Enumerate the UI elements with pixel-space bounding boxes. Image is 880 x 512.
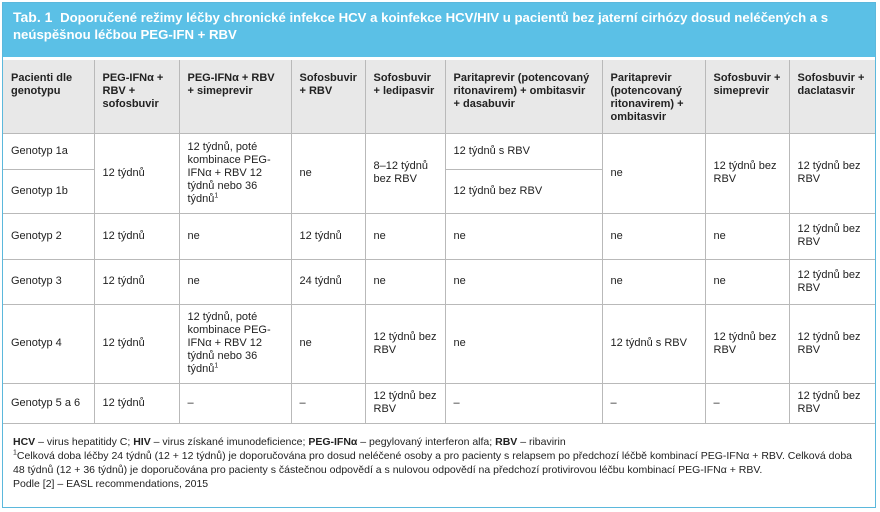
- footnote-mark: 1: [214, 191, 219, 199]
- abbr-term: HIV: [133, 436, 151, 448]
- table-row: [3, 259, 875, 304]
- cell-sofosbuvir-simeprevir: 12 týdnů bez RBV: [705, 133, 789, 213]
- table-row: [3, 213, 875, 259]
- cell-paritaprevir-dasabuvir: ne: [445, 259, 602, 304]
- cell-paritaprevir-dasabuvir: 12 týdnů s RBV: [445, 133, 602, 169]
- col-header-paritaprevir-ombitasvir: Paritaprevir (potencovaný ritonavirem) + ombitasvir: [602, 60, 705, 133]
- cell-sofosbuvir-simeprevir: –: [705, 383, 789, 423]
- cell-peg-sofosbuvir: 12 týdnů: [94, 383, 179, 423]
- abbr-term: RBV: [495, 436, 518, 448]
- cell-sofosbuvir-daclatasvir: 12 týdnů bez RBV: [789, 259, 875, 304]
- footnote-1: [13, 449, 863, 477]
- cell-sofosbuvir-ledipasvir: 12 týdnů bez RBV: [365, 383, 445, 423]
- cell-peg-sofosbuvir: 12 týdnů: [94, 133, 179, 213]
- cell-sofosbuvir-rbv: 12 týdnů: [291, 213, 365, 259]
- table-number: Tab. 1: [13, 9, 53, 25]
- cell-peg-sofosbuvir: 12 týdnů: [94, 259, 179, 304]
- cell-paritaprevir-dasabuvir: –: [445, 383, 602, 423]
- cell-sofosbuvir-ledipasvir: 12 týdnů bez RBV: [365, 304, 445, 383]
- table-title: [3, 3, 875, 57]
- cell-sofosbuvir-simeprevir: ne: [705, 259, 789, 304]
- cell-peg-simeprevir: ne: [179, 213, 291, 259]
- cell-sofosbuvir-simeprevir: 12 týdnů bez RBV: [705, 304, 789, 383]
- col-header-sofosbuvir-rbv: Sofosbuvir + RBV: [291, 60, 365, 133]
- footnote-mark: 1: [13, 449, 17, 457]
- col-header-sofosbuvir-daclatasvir: Sofosbuvir + daclatasvir: [789, 60, 875, 133]
- cell-paritaprevir-ombitasvir: ne: [602, 213, 705, 259]
- cell-sofosbuvir-rbv: ne: [291, 133, 365, 213]
- abbr-term: HCV: [13, 436, 36, 448]
- cell-paritaprevir-dasabuvir: 12 týdnů bez RBV: [445, 169, 602, 213]
- cell-sofosbuvir-rbv: ne: [291, 304, 365, 383]
- table-caption: Doporučené režimy léčby chronické infekce HCV a koinfekce HCV/HIV u pacientů bez jaterní cirhózy dosud neléčených a s neúspěšnou léčbou PEG-IFN + RBV: [13, 10, 829, 42]
- genotype-cell: Genotyp 2: [3, 213, 94, 259]
- cell-paritaprevir-ombitasvir: 12 týdnů s RBV: [602, 304, 705, 383]
- cell-sofosbuvir-daclatasvir: 12 týdnů bez RBV: [789, 304, 875, 383]
- genotype-cell: Genotyp 4: [3, 304, 94, 383]
- cell-text: 12 týdnů, poté kombinace PEG-IFNα + RBV 12 týdnů nebo 36 týdnů: [187, 311, 271, 375]
- col-header-peg-simeprevir: PEG-IFNα + RBV + simeprevir: [179, 60, 291, 133]
- cell-sofosbuvir-simeprevir: ne: [705, 213, 789, 259]
- cell-peg-simeprevir: –: [179, 383, 291, 423]
- cell-paritaprevir-dasabuvir: ne: [445, 213, 602, 259]
- cell-sofosbuvir-rbv: 24 týdnů: [291, 259, 365, 304]
- table-row: [3, 304, 875, 383]
- cell-peg-sofosbuvir: 12 týdnů: [94, 304, 179, 383]
- table-row: [3, 383, 875, 423]
- footnote-text: Celková doba léčby 24 týdnů (12 + 12 týdnů) je doporučována pro dosud neléčené osoby a pro pacienty s relapsem po předchozí léčbě kombinací PEG-IFNα + RBV. Celková doba 48 týdnů (12 + 36 týdnů) je doporučována pro pacienty s částečnou odpovědí a s nulovou odpovědí na předchozí protivirovou léčbu kombinací PEG-IFNα + RBV.: [13, 450, 853, 476]
- table-row: [3, 133, 875, 169]
- abbr-def: – virus získané imunodeficience;: [150, 436, 309, 448]
- header-row: [3, 60, 875, 133]
- col-header-sofosbuvir-ledipasvir: Sofosbuvir + ledipasvir: [365, 60, 445, 133]
- abbreviations: [13, 435, 863, 449]
- cell-sofosbuvir-ledipasvir: ne: [365, 213, 445, 259]
- footnote-mark: 1: [214, 362, 219, 370]
- table-footnotes: [13, 435, 863, 491]
- cell-peg-simeprevir: [179, 304, 291, 383]
- cell-paritaprevir-ombitasvir: ne: [602, 133, 705, 213]
- genotype-cell: Genotyp 5 a 6: [3, 383, 94, 423]
- cell-sofosbuvir-ledipasvir: 8–12 týdnů bez RBV: [365, 133, 445, 213]
- table-figure: [2, 2, 876, 508]
- col-header-genotype: Pacienti dle genotypu: [3, 60, 94, 133]
- col-header-peg-sofosbuvir: PEG-IFNα + RBV + sofosbuvir: [94, 60, 179, 133]
- col-header-paritaprevir-dasabuvir: Paritaprevir (potencovaný ritonavirem) + ombitasvir + dasabuvir: [445, 60, 602, 133]
- cell-sofosbuvir-daclatasvir: 12 týdnů bez RBV: [789, 133, 875, 213]
- cell-sofosbuvir-ledipasvir: ne: [365, 259, 445, 304]
- cell-peg-sofosbuvir: 12 týdnů: [94, 213, 179, 259]
- cell-peg-simeprevir: ne: [179, 259, 291, 304]
- abbr-term: PEG-IFNα: [308, 436, 358, 448]
- cell-sofosbuvir-daclatasvir: 12 týdnů bez RBV: [789, 213, 875, 259]
- source-note: Podle [2] – EASL recommendations, 2015: [13, 478, 209, 490]
- cell-peg-simeprevir: [179, 133, 291, 213]
- col-header-sofosbuvir-simeprevir: Sofosbuvir + simeprevir: [705, 60, 789, 133]
- genotype-cell: Genotyp 1a: [3, 133, 94, 169]
- genotype-cell: Genotyp 1b: [3, 169, 94, 213]
- abbr-def: – ribavirin: [517, 436, 566, 448]
- cell-sofosbuvir-daclatasvir: 12 týdnů bez RBV: [789, 383, 875, 423]
- genotype-cell: Genotyp 3: [3, 259, 94, 304]
- abbr-def: – virus hepatitidy C;: [35, 436, 134, 448]
- treatment-table: [3, 60, 875, 424]
- cell-text: 12 týdnů, poté kombinace PEG-IFNα + RBV 12 týdnů nebo 36 týdnů: [187, 140, 271, 205]
- abbr-def: – pegylovaný interferon alfa;: [357, 436, 496, 448]
- cell-sofosbuvir-rbv: –: [291, 383, 365, 423]
- cell-paritaprevir-ombitasvir: –: [602, 383, 705, 423]
- cell-paritaprevir-dasabuvir: ne: [445, 304, 602, 383]
- cell-paritaprevir-ombitasvir: ne: [602, 259, 705, 304]
